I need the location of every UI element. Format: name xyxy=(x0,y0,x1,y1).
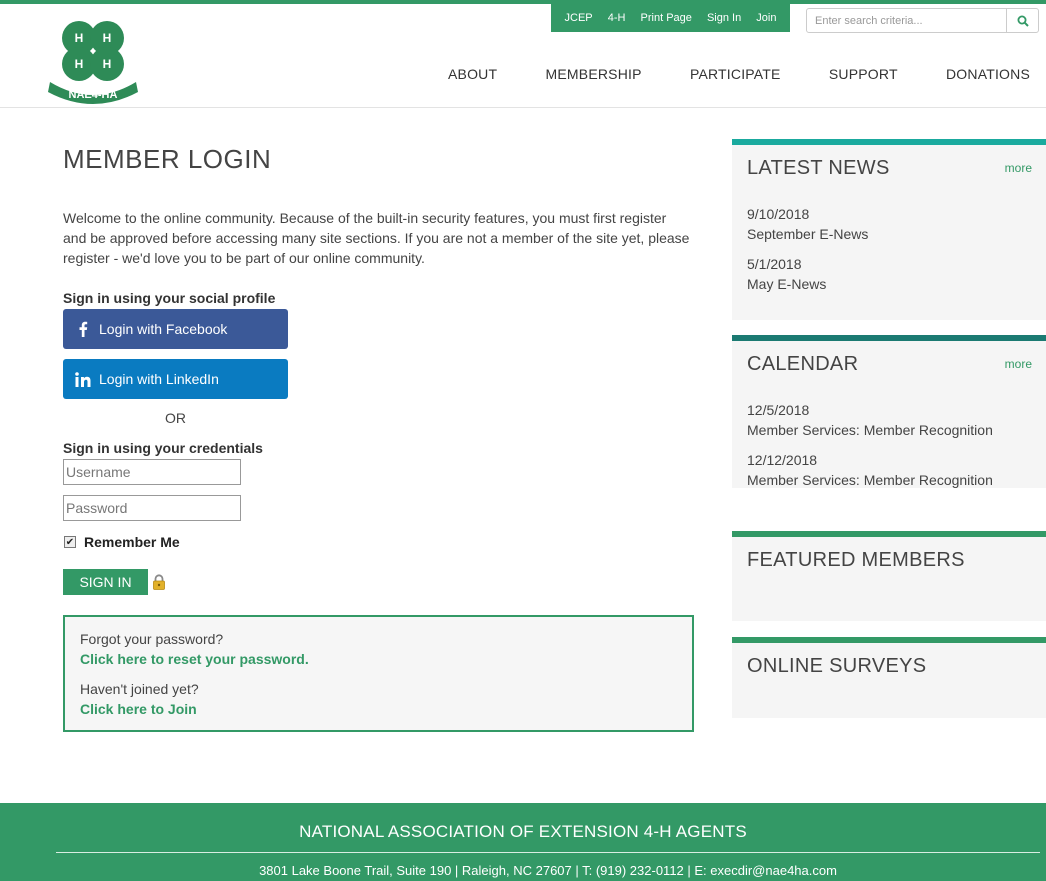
news-item[interactable] xyxy=(747,254,826,294)
four-h-clover-logo[interactable] xyxy=(46,12,140,104)
facebook-login-label: Login with Facebook xyxy=(99,321,228,337)
news-item-date: 5/1/2018 xyxy=(747,256,802,272)
utility-link-4h[interactable]: 4-H xyxy=(607,12,626,24)
linkedin-icon xyxy=(67,372,99,387)
svg-text:H: H xyxy=(102,57,112,71)
news-item[interactable] xyxy=(747,204,868,244)
join-link[interactable]: Click here to Join xyxy=(80,701,197,717)
search-box xyxy=(806,8,1039,33)
calendar-item-date: 12/12/2018 xyxy=(747,452,818,468)
news-item-date: 9/10/2018 xyxy=(747,206,810,222)
calendar-more-link[interactable]: more xyxy=(1004,357,1032,371)
remember-me xyxy=(63,534,180,550)
utility-link-join[interactable]: Join xyxy=(756,12,777,24)
site-footer xyxy=(0,803,1046,881)
login-content xyxy=(63,140,703,717)
latest-news-panel xyxy=(732,139,1046,320)
password-field-wrap xyxy=(63,495,241,521)
utility-nav xyxy=(551,4,790,32)
help-box xyxy=(63,615,694,732)
search-icon xyxy=(1017,15,1029,27)
password-input[interactable] xyxy=(63,495,241,521)
nav-participate[interactable]: PARTICIPATE xyxy=(689,66,781,82)
credentials-heading: Sign in using your credentials xyxy=(63,440,263,456)
remember-me-checkbox[interactable]: ✔ xyxy=(65,536,75,548)
svg-text:NAE4-HA: NAE4-HA xyxy=(68,89,118,101)
calendar-title: CALENDAR xyxy=(747,353,859,375)
search-input[interactable] xyxy=(807,9,1006,32)
online-surveys-panel xyxy=(732,637,1046,718)
forgot-password-question: Forgot your password? xyxy=(80,631,224,647)
calendar-item-title[interactable]: Member Services: Member Recognition xyxy=(747,472,993,488)
join-question: Haven't joined yet? xyxy=(80,681,199,697)
nav-about[interactable]: ABOUT xyxy=(448,66,498,82)
or-divider: OR xyxy=(165,410,186,426)
sign-in-button[interactable]: SIGN IN xyxy=(63,569,148,595)
lock-icon xyxy=(152,574,166,590)
remember-me-label: Remember Me xyxy=(84,534,180,550)
nav-support[interactable]: SUPPORT xyxy=(828,66,898,82)
news-item-title[interactable]: September E-News xyxy=(747,226,869,242)
latest-news-more-link[interactable]: more xyxy=(1004,161,1032,175)
footer-title: NATIONAL ASSOCIATION OF EXTENSION 4-H AGENTS xyxy=(299,822,747,841)
facebook-icon xyxy=(67,321,99,337)
utility-link-sign-in[interactable]: Sign In xyxy=(706,12,742,24)
calendar-item-date: 12/5/2018 xyxy=(747,402,810,418)
utility-link-jcep[interactable]: JCEP xyxy=(564,12,593,24)
nav-membership[interactable]: MEMBERSHIP xyxy=(545,66,642,82)
news-item-title[interactable]: May E-News xyxy=(747,276,827,292)
intro-text: Welcome to the online community. Because of the built-in security features, you must first register and be approved before accessing many site sections. If you are not a member of the site yet, please register - we'd love you to be part of our online community. xyxy=(63,210,690,266)
page-title: MEMBER LOGIN xyxy=(63,144,272,174)
facebook-login-button[interactable] xyxy=(63,309,288,349)
reset-password-link[interactable]: Click here to reset your password. xyxy=(80,651,309,667)
footer-address: 3801 Lake Boone Trail, Suite 190 | Raleigh, NC 27607 | T: (919) 232-0112 | E: execdir@nae4ha.com xyxy=(259,863,837,878)
site-header xyxy=(0,4,1046,108)
nav-donations[interactable]: DONATIONS xyxy=(946,66,1030,82)
featured-members-title: FEATURED MEMBERS xyxy=(747,549,965,571)
calendar-item[interactable] xyxy=(747,450,993,490)
username-field-wrap xyxy=(63,459,241,485)
utility-link-print-page[interactable]: Print Page xyxy=(640,12,692,24)
main-nav xyxy=(420,66,1040,86)
latest-news-title: LATEST NEWS xyxy=(747,157,890,179)
online-surveys-title: ONLINE SURVEYS xyxy=(747,655,927,677)
calendar-item-title[interactable]: Member Services: Member Recognition xyxy=(747,422,993,438)
social-login-heading: Sign in using your social profile xyxy=(63,290,276,306)
linkedin-login-button[interactable] xyxy=(63,359,288,399)
search-button[interactable] xyxy=(1006,9,1038,32)
svg-text:H: H xyxy=(102,31,112,45)
username-input[interactable] xyxy=(63,459,241,485)
svg-text:H: H xyxy=(74,57,84,71)
linkedin-login-label: Login with LinkedIn xyxy=(99,371,219,387)
calendar-item[interactable] xyxy=(747,400,993,440)
calendar-panel xyxy=(732,335,1046,488)
featured-members-panel xyxy=(732,531,1046,621)
svg-text:H: H xyxy=(74,31,84,45)
footer-divider xyxy=(56,852,1040,853)
